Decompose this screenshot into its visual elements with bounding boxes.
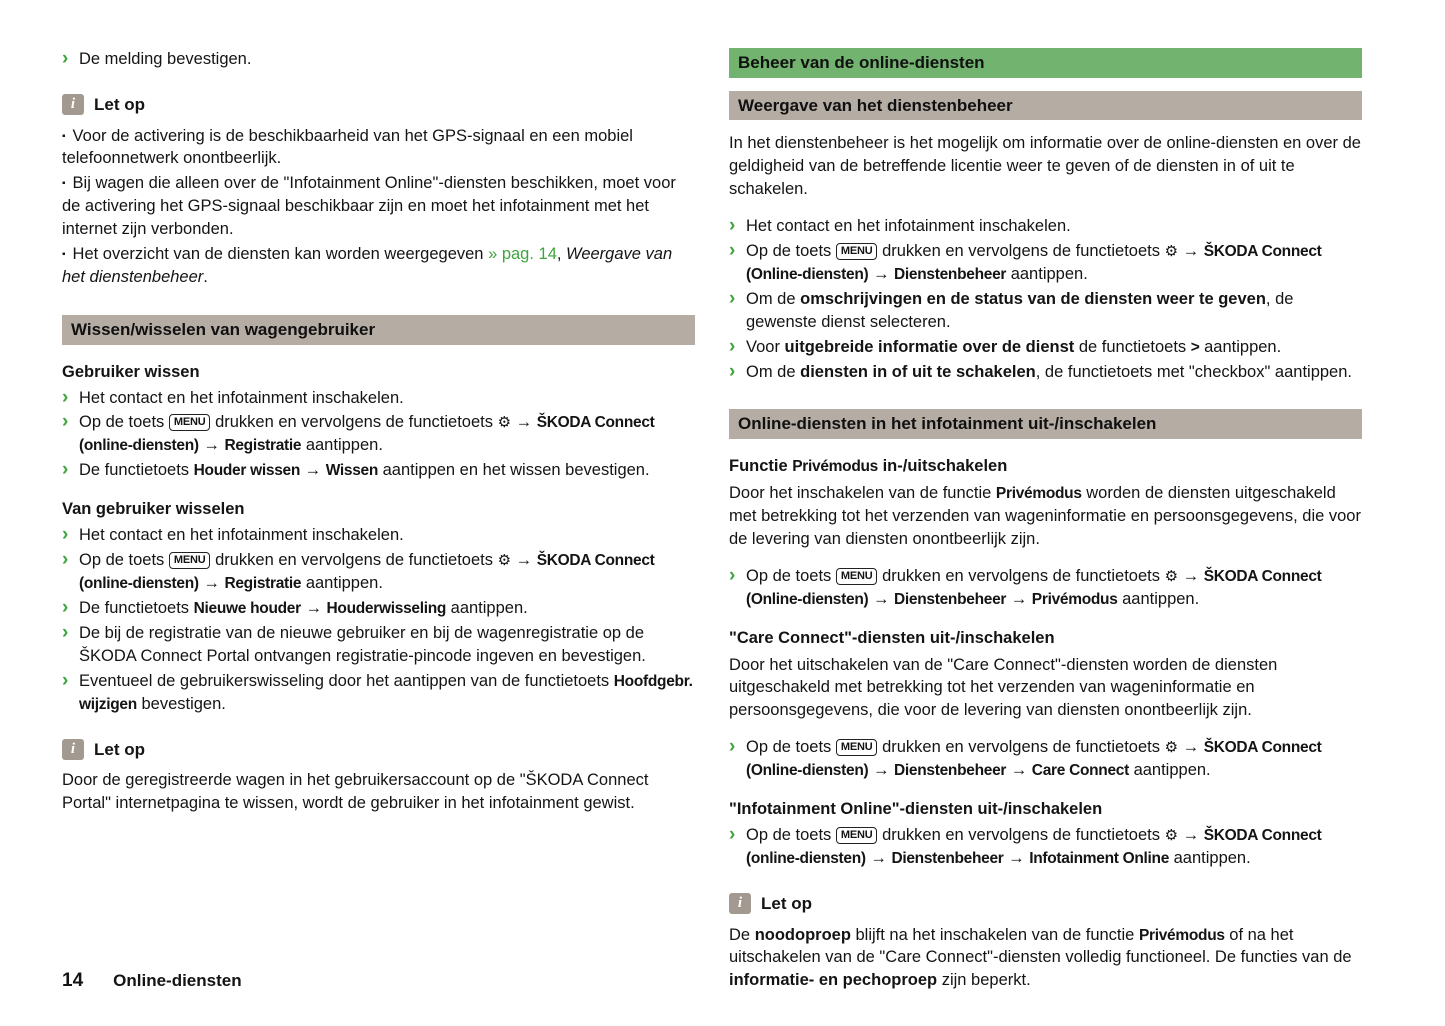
instruction-item bbox=[729, 824, 1362, 870]
text-segment: drukken en vervolgens de functietoets bbox=[210, 413, 498, 432]
text-segment: Door het inschakelen van de functie bbox=[729, 484, 996, 503]
block-content bbox=[62, 174, 676, 238]
block-content bbox=[746, 361, 1362, 384]
block-content bbox=[729, 926, 1352, 990]
text-segment: drukken en vervolgens de functietoets bbox=[877, 241, 1165, 260]
section-header: Online-diensten in het infotainment uit-/inschakelen bbox=[729, 409, 1362, 439]
note-header bbox=[62, 93, 695, 117]
paragraph bbox=[729, 482, 1362, 551]
block-content bbox=[746, 565, 1362, 611]
instruction-item bbox=[729, 736, 1362, 782]
text-segment: blijft na het inschakelen van de functie bbox=[850, 925, 1139, 944]
block-content bbox=[729, 484, 1361, 548]
text-segment: aantippen. bbox=[446, 598, 528, 617]
chapter-header: Beheer van de online-diensten bbox=[729, 48, 1362, 78]
text-segment: → bbox=[865, 849, 892, 867]
block-content bbox=[729, 656, 1277, 720]
block-content bbox=[79, 411, 695, 457]
section-header: Wissen/wisselen van wagengebruiker bbox=[62, 315, 695, 345]
text-segment: De bij de registratie van de nieuwe gebruiker en bij de wagenregistratie op de ŠKODA Connect Portal ontvangen registratie-pincode ingeven en bevestigen. bbox=[79, 623, 646, 665]
gear-icon: ⚙ bbox=[1164, 241, 1179, 260]
arrow-bullet-icon: › bbox=[729, 287, 736, 309]
block-content bbox=[79, 48, 695, 71]
paragraph bbox=[62, 769, 695, 815]
arrow-bullet-icon: › bbox=[729, 239, 736, 261]
block-content bbox=[79, 549, 695, 595]
arrow-bullet-icon: › bbox=[729, 736, 736, 758]
instruction-item bbox=[62, 459, 695, 482]
text-segment: aantippen. bbox=[1006, 264, 1088, 283]
instruction-item bbox=[729, 565, 1362, 611]
text-segment: Het contact en het infotainment inschakelen. bbox=[746, 217, 1071, 236]
ui-label: ŠKODA Connect (online-diensten) bbox=[79, 552, 655, 592]
text-segment: Op de toets bbox=[746, 826, 836, 845]
text-segment: → bbox=[1006, 761, 1032, 780]
instruction-item bbox=[729, 336, 1362, 359]
arrow-bullet-icon: › bbox=[729, 360, 736, 382]
ui-label: > bbox=[1190, 338, 1200, 356]
text-segment: aantippen en het wissen bevestigen. bbox=[378, 461, 650, 480]
text-segment: Op de toets bbox=[79, 413, 169, 432]
ui-label: Nieuwe houder bbox=[193, 599, 301, 617]
text-segment: drukken en vervolgens de functietoets bbox=[877, 826, 1165, 845]
text-segment: → bbox=[1178, 826, 1204, 845]
text-segment: De functietoets bbox=[79, 461, 194, 480]
gear-icon: ⚙ bbox=[1164, 738, 1179, 757]
arrow-bullet-icon: › bbox=[729, 824, 736, 846]
text-segment: → bbox=[1003, 849, 1030, 867]
ui-label: ŠKODA Connect (online-diensten) bbox=[79, 414, 655, 455]
ui-label: ŠKODA Connect (Online-diensten) bbox=[746, 242, 1322, 283]
bold-text: "Care Connect"-diensten uit-/inschakelen bbox=[729, 628, 1055, 647]
text-segment: → bbox=[300, 461, 326, 480]
ui-label: ŠKODA Connect (Online-diensten) bbox=[746, 567, 1322, 608]
text-segment: drukken en vervolgens de functietoets bbox=[210, 551, 498, 570]
arrow-bullet-icon: › bbox=[729, 335, 736, 357]
text-segment: → bbox=[1178, 738, 1204, 757]
text-segment: Om de bbox=[746, 362, 801, 381]
text-segment: De melding bevestigen. bbox=[79, 50, 252, 68]
block-content bbox=[729, 134, 1361, 198]
ui-label: Registratie bbox=[224, 575, 302, 592]
bold-text: noodoproep bbox=[754, 925, 851, 944]
info-icon: i bbox=[62, 94, 84, 115]
block-content bbox=[79, 597, 695, 620]
bold-text: Gebruiker wissen bbox=[62, 362, 200, 381]
page-link[interactable]: » pag. 14 bbox=[488, 245, 557, 264]
arrow-bullet-icon: › bbox=[62, 459, 69, 481]
text-segment: → bbox=[868, 264, 895, 283]
note-label: Let op bbox=[94, 739, 145, 759]
text-segment: zijn beperkt. bbox=[937, 971, 1031, 990]
ui-label: Dienstenbeheer bbox=[894, 265, 1007, 283]
square-bullet-icon: ▪ bbox=[62, 249, 66, 261]
text-segment: → bbox=[1006, 589, 1032, 608]
text-segment: Voor bbox=[746, 337, 785, 356]
instruction-item bbox=[729, 215, 1362, 238]
bold-text: in-/uitschakelen bbox=[878, 457, 1008, 476]
text-segment: → bbox=[198, 436, 225, 455]
block-content bbox=[62, 771, 648, 812]
text-segment: Bij wagen die alleen over de "Infotainment Online"-diensten beschikken, moet voor de activering het GPS-signaal beschikbaar zijn en moet het infotainment met het internet zijn verbonden. bbox=[62, 174, 676, 239]
menu-key-icon: MENU bbox=[836, 739, 878, 756]
ui-label: Privémodus bbox=[995, 485, 1082, 503]
subheading bbox=[62, 498, 695, 521]
ui-label: Wissen bbox=[325, 462, 379, 480]
ui-label: ŠKODA Connect (Online-diensten) bbox=[746, 739, 1322, 780]
right-column bbox=[729, 48, 1362, 1006]
bullet-item bbox=[62, 125, 695, 171]
instruction-item bbox=[729, 288, 1362, 334]
block-content bbox=[746, 824, 1362, 870]
block-content bbox=[746, 736, 1362, 782]
text-segment: aantippen. bbox=[1117, 589, 1200, 608]
ui-label: Dienstenbeheer bbox=[891, 850, 1004, 867]
text-segment: → bbox=[198, 574, 225, 592]
gear-icon: ⚙ bbox=[1164, 826, 1179, 845]
instruction-item bbox=[62, 387, 695, 410]
text-segment: Het contact en het infotainment inschakelen. bbox=[79, 388, 404, 407]
bold-text: diensten in of uit te schakelen bbox=[800, 362, 1036, 381]
block-content bbox=[62, 500, 245, 518]
text-segment: Door het uitschakelen van de "Care Connect"-diensten worden de diensten uitgeschakeld met betrekking tot het verzenden van wageninformatie en persoonsgegevens, die voor de levering van diensten onontbeerlijk zijn. bbox=[729, 655, 1278, 720]
ui-label: Hoofdgebr. wijzigen bbox=[79, 672, 693, 713]
bullet-item bbox=[62, 243, 695, 289]
menu-key-icon: MENU bbox=[836, 243, 878, 260]
text-segment: → bbox=[868, 589, 895, 608]
menu-key-icon: MENU bbox=[169, 414, 211, 431]
text-segment: Op de toets bbox=[746, 241, 836, 260]
ui-label: ŠKODA Connect (online-diensten) bbox=[746, 827, 1322, 867]
block-content bbox=[79, 622, 695, 668]
text-segment: Op de toets bbox=[79, 551, 169, 570]
text-segment: → bbox=[511, 551, 537, 570]
ui-label: Houder wissen bbox=[193, 462, 301, 480]
instruction-item bbox=[62, 622, 695, 668]
text-segment: In het dienstenbeheer is het mogelijk om informatie over de online-diensten en over de geldigheid van de betreffende licentie weer te geven of de diensten in of uit te schakelen. bbox=[729, 134, 1361, 199]
ui-label: Dienstenbeheer bbox=[894, 590, 1007, 608]
subheading bbox=[62, 361, 695, 384]
note-header bbox=[62, 738, 695, 762]
text-segment: Het contact en het infotainment inschakelen. bbox=[79, 526, 404, 545]
note-label: Let op bbox=[94, 94, 145, 114]
ui-label: Houderwisseling bbox=[326, 599, 447, 617]
arrow-bullet-icon: › bbox=[62, 48, 69, 69]
text-segment: aantippen. bbox=[1199, 337, 1282, 356]
arrow-bullet-icon: › bbox=[729, 215, 736, 237]
instruction-item bbox=[62, 597, 695, 620]
arrow-bullet-icon: › bbox=[62, 621, 69, 643]
block-content bbox=[62, 363, 200, 381]
text-segment: , de functietoets met "checkbox" aantippen. bbox=[1035, 362, 1352, 381]
text-segment: → bbox=[1178, 241, 1204, 260]
menu-key-icon: MENU bbox=[836, 568, 878, 585]
arrow-bullet-icon: › bbox=[729, 564, 736, 586]
instruction-item bbox=[729, 361, 1362, 384]
instruction-item bbox=[62, 670, 695, 716]
note-label: Let op bbox=[761, 893, 812, 913]
ui-label: Privémodus bbox=[792, 458, 878, 476]
text-segment: Door de geregistreerde wagen in het gebruikersaccount op de "ŠKODA Connect Portal" internetpagina te wissen, wordt de gebruiker in het infotainment gewist. bbox=[62, 771, 649, 813]
paragraph bbox=[729, 132, 1362, 201]
block-content bbox=[729, 629, 1055, 647]
subheading bbox=[729, 798, 1362, 821]
text-segment: . bbox=[203, 268, 208, 287]
block-content bbox=[62, 245, 672, 286]
text-segment: , bbox=[556, 245, 567, 264]
gear-icon: ⚙ bbox=[497, 551, 512, 570]
text-segment: aantippen. bbox=[301, 574, 383, 592]
text-segment: , de gewenste dienst selecteren. bbox=[746, 289, 1294, 331]
page-footer bbox=[62, 970, 242, 992]
left-column bbox=[62, 48, 695, 1006]
gear-icon: ⚙ bbox=[497, 413, 512, 432]
block-content bbox=[746, 336, 1362, 359]
block-content bbox=[79, 524, 695, 547]
subheading bbox=[729, 455, 1362, 478]
italic-text: Weergave van het dienstenbeheer bbox=[62, 245, 673, 287]
text-segment: → bbox=[300, 598, 327, 617]
arrow-bullet-icon: › bbox=[62, 669, 69, 691]
arrow-bullet-icon: › bbox=[62, 524, 69, 546]
text-segment: Eventueel de gebruikerswisseling door het aantippen van de functietoets bbox=[79, 671, 614, 690]
note-header bbox=[729, 892, 1362, 916]
text-segment: → bbox=[511, 413, 537, 432]
instruction-item bbox=[62, 411, 695, 457]
block-content bbox=[62, 127, 633, 168]
text-segment: Het overzicht van de diensten kan worden weergegeven bbox=[72, 245, 489, 264]
bullet-item bbox=[62, 172, 695, 241]
block-content bbox=[746, 215, 1362, 238]
text-segment: de functietoets bbox=[1074, 337, 1191, 356]
text-segment: drukken en vervolgens de functietoets bbox=[877, 738, 1165, 757]
menu-key-icon: MENU bbox=[169, 552, 211, 569]
bold-text: omschrijvingen en de status van de diensten weer te geven bbox=[800, 289, 1266, 308]
section-header: Weergave van het dienstenbeheer bbox=[729, 91, 1362, 121]
instruction-item bbox=[62, 48, 695, 71]
instruction-item bbox=[729, 240, 1362, 286]
text-segment: bevestigen. bbox=[136, 694, 226, 713]
text-segment: of na het uitschakelen van de "Care Connect"-diensten volledig functioneel. De functies van de bbox=[729, 925, 1352, 967]
text-segment: Op de toets bbox=[746, 738, 836, 757]
arrow-bullet-icon: › bbox=[62, 596, 69, 618]
bold-text: Van gebruiker wisselen bbox=[62, 500, 245, 519]
info-icon: i bbox=[62, 739, 84, 760]
text-segment: → bbox=[1178, 566, 1204, 585]
subheading bbox=[729, 627, 1362, 650]
block-content bbox=[746, 240, 1362, 286]
ui-label: Care Connect bbox=[1031, 762, 1129, 780]
block-content bbox=[746, 288, 1362, 334]
ui-label: Dienstenbeheer bbox=[894, 762, 1007, 780]
arrow-bullet-icon: › bbox=[62, 549, 69, 571]
text-segment: drukken en vervolgens de functietoets bbox=[877, 566, 1165, 585]
menu-key-icon: MENU bbox=[836, 827, 878, 844]
block-content bbox=[729, 800, 1102, 818]
block-content bbox=[79, 459, 695, 482]
footer-section-label: Online-diensten bbox=[113, 971, 242, 990]
text-segment: De bbox=[729, 925, 755, 944]
bold-text: informatie- en pechoproep bbox=[729, 971, 938, 990]
page-number: 14 bbox=[62, 970, 84, 991]
ui-label: Registratie bbox=[224, 437, 302, 455]
text-segment: aantippen. bbox=[301, 436, 383, 455]
arrow-bullet-icon: › bbox=[62, 411, 69, 433]
text-segment: aantippen. bbox=[1128, 761, 1211, 780]
text-segment: Voor de activering is de beschikbaarheid van het GPS-signaal en een mobiel telefoonnetwerk onontbeerlijk. bbox=[62, 126, 633, 168]
info-icon: i bbox=[729, 893, 751, 914]
gear-icon: ⚙ bbox=[1164, 566, 1179, 585]
bold-text: "Infotainment Online"-diensten uit-/inschakelen bbox=[729, 800, 1103, 819]
block-content bbox=[729, 457, 1007, 475]
instruction-item bbox=[62, 549, 695, 595]
paragraph bbox=[729, 924, 1362, 993]
ui-label: Infotainment Online bbox=[1029, 850, 1170, 867]
ui-label: Privémodus bbox=[1138, 926, 1225, 944]
block-content bbox=[79, 387, 695, 410]
ui-label: Privémodus bbox=[1031, 590, 1118, 608]
text-segment: Op de toets bbox=[746, 566, 836, 585]
square-bullet-icon: ▪ bbox=[62, 130, 66, 142]
block-content bbox=[79, 670, 695, 716]
arrow-bullet-icon: › bbox=[62, 386, 69, 408]
instruction-item bbox=[62, 524, 695, 547]
bold-text: Functie bbox=[729, 457, 793, 476]
bold-text: uitgebreide informatie over de dienst bbox=[784, 337, 1075, 356]
square-bullet-icon: ▪ bbox=[62, 178, 66, 190]
text-segment: worden de diensten uitgeschakeld met betrekking tot het verzenden van wageninformatie en persoonsgegevens, die voor de levering van diensten onontbeerlijk zijn. bbox=[729, 484, 1361, 548]
text-segment: De functietoets bbox=[79, 598, 194, 617]
text-segment: Om de bbox=[746, 289, 801, 308]
paragraph bbox=[729, 654, 1362, 723]
text-segment: → bbox=[868, 761, 895, 780]
text-segment: aantippen. bbox=[1169, 849, 1251, 867]
